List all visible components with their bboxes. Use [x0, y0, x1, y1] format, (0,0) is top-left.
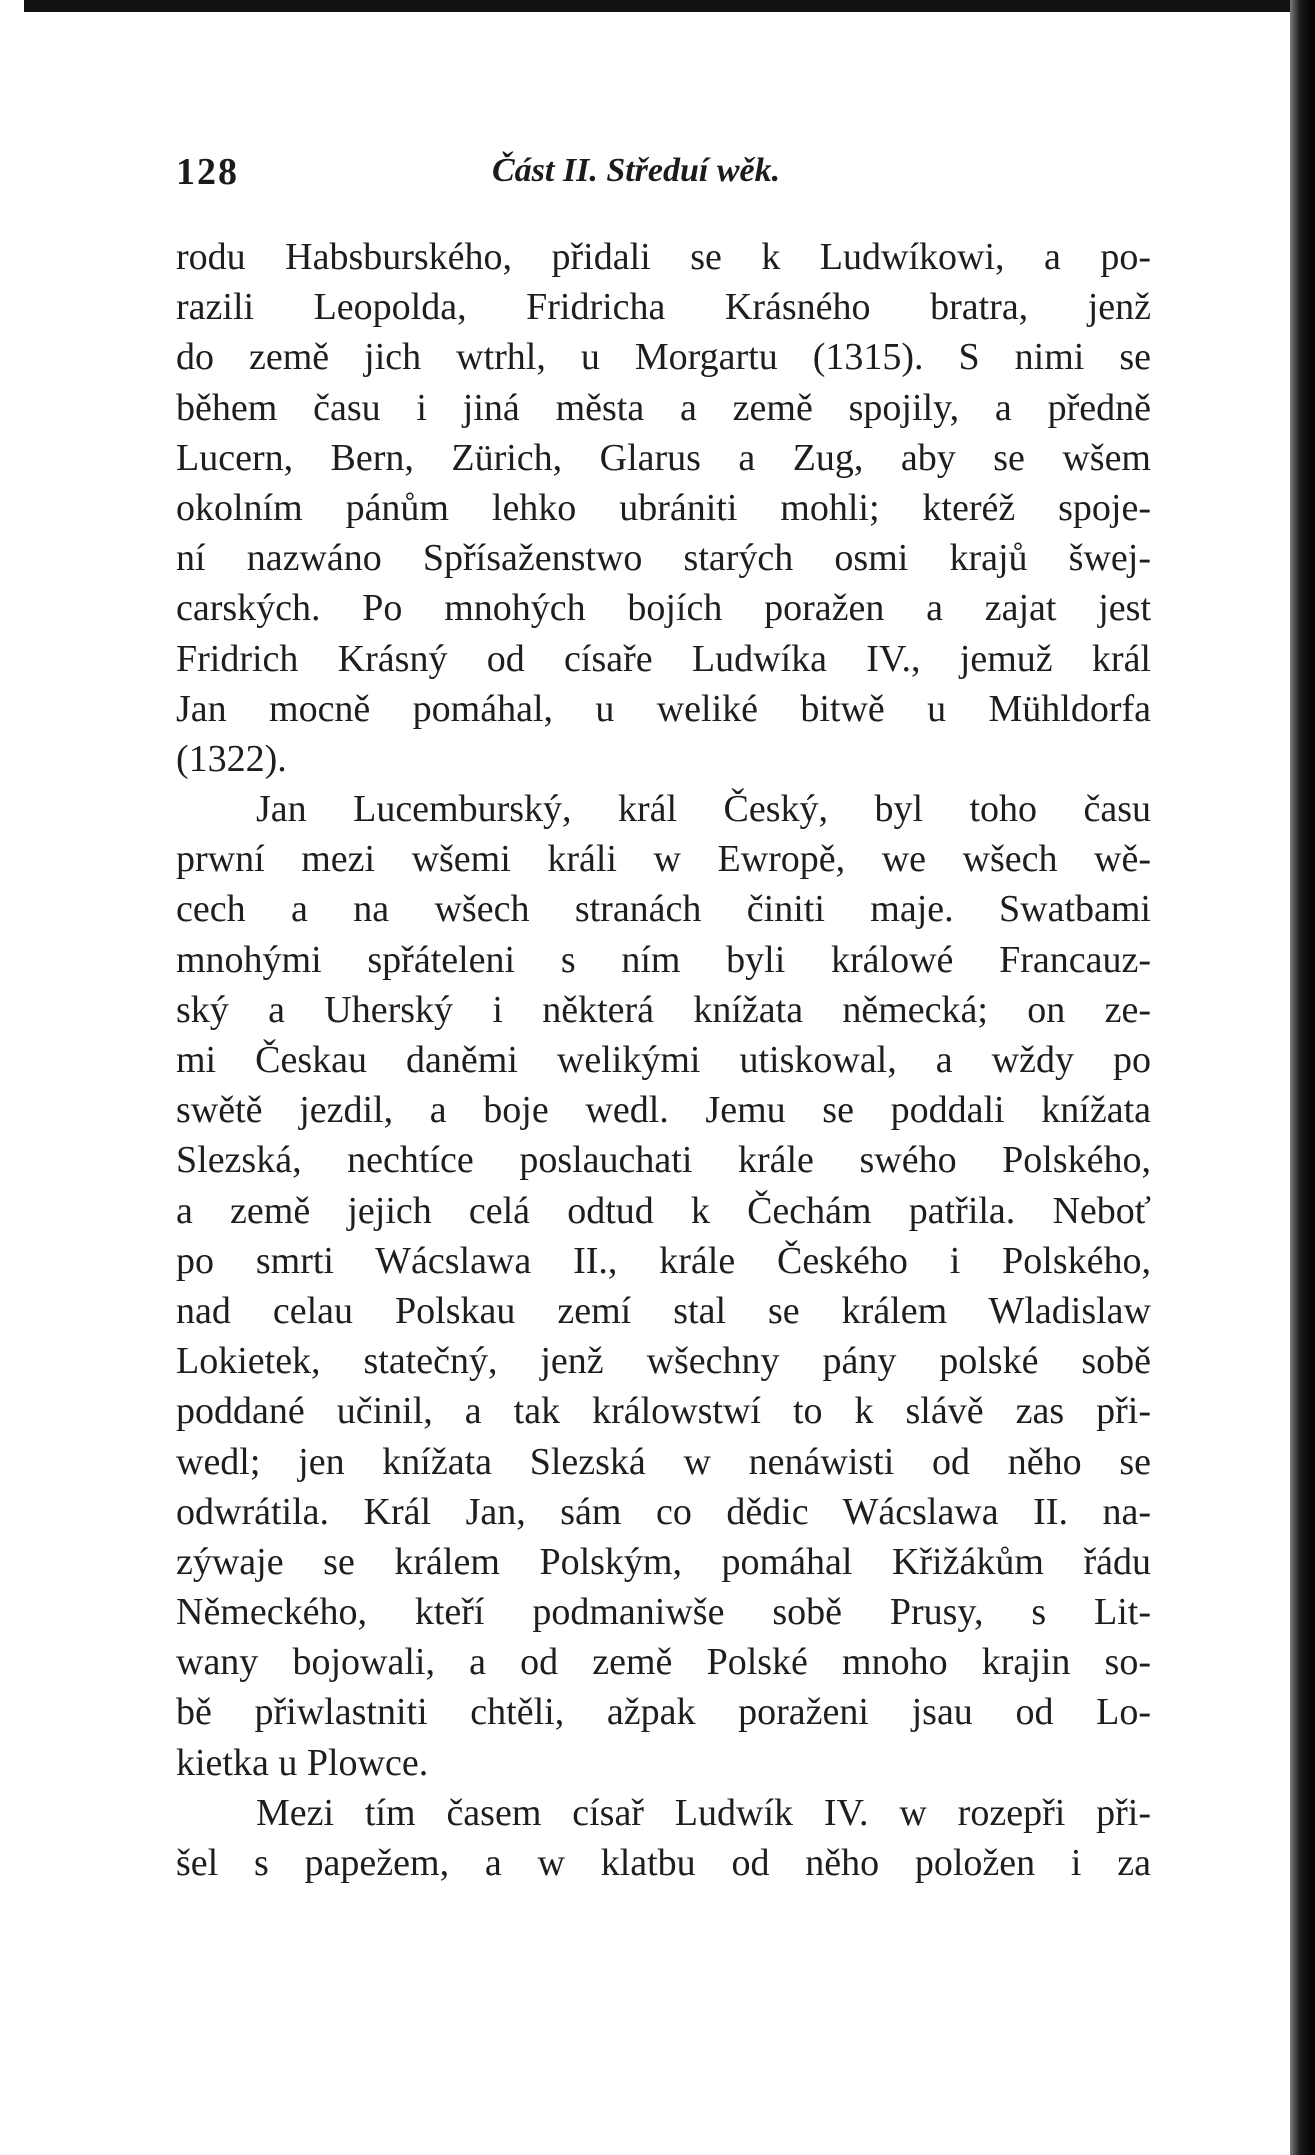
text-line: poddané učinil, a tak králowstwí to k slávě zas při- [176, 1390, 1151, 1433]
text-line: rodu Habsburského, přidali se k Ludwíkowi, a po- [176, 236, 1151, 278]
text-line-paragraph-start: Jan Lucemburský, král Český, byl toho času [256, 788, 1151, 831]
text-line: prwní mezi wšemi králi w Ewropě, we wšech wě- [176, 838, 1151, 881]
text-line: odwrátila. Král Jan, sám co dědic Wácslawa II. na- [176, 1490, 1151, 1533]
text-line-paragraph-end: kietka u Plowce. [176, 1741, 429, 1784]
text-line: swětě jezdil, a boje wedl. Jemu se poddali knížata [176, 1089, 1151, 1132]
page-header [176, 150, 1156, 206]
scan-edge-right [1290, 0, 1315, 2155]
text-line: nad celau Polskau zemí stal se králem Wladislaw [176, 1289, 1151, 1332]
text-line: wany bojowali, a od země Polské mnoho krajin so- [176, 1641, 1151, 1684]
body-text [176, 232, 1151, 1888]
text-line: ní nazwáno Spřísaženstwo starých osmi krajů šwej- [176, 537, 1151, 580]
text-line: bě přiwlastniti chtěli, ažpak poraženi jsau od Lo- [176, 1691, 1151, 1734]
text-line: během času i jiná města a země spojily, a předně [176, 386, 1151, 429]
text-line: wedl; jen knížata Slezská w nenáwisti od něho se [176, 1440, 1151, 1483]
text-line: po smrti Wácslawa II., krále Českého i Polského, [176, 1239, 1151, 1282]
text-line: Lokietek, statečný, jenž wšechny pány polské sobě [176, 1340, 1151, 1383]
text-line: Fridrich Krásný od císaře Ludwíka IV., jemuž král [176, 637, 1151, 680]
text-line: carských. Po mnohých bojích poražen a zajat jest [176, 587, 1151, 630]
running-title: Část II. Středuí wěk. [492, 152, 781, 189]
text-line: Německého, kteří podmaniwše sobě Prusy, s Lit- [176, 1591, 1151, 1634]
text-line: razili Leopolda, Fridricha Krásného bratra, jenž [176, 286, 1151, 329]
text-line: do země jich wtrhl, u Morgartu (1315). S nimi se [176, 336, 1151, 379]
text-line-paragraph-end: (1322). [176, 737, 287, 780]
text-line: cech a na wšech stranách činiti maje. Swatbami [176, 888, 1151, 931]
scan-edge-top [24, 0, 1290, 12]
text-line: ský a Uherský i některá knížata německá; on ze- [176, 988, 1151, 1031]
text-line: Lucern, Bern, Zürich, Glarus a Zug, aby se wšem [176, 436, 1151, 479]
text-line: šel s papežem, a w klatbu od něho položen i za [176, 1842, 1151, 1884]
text-line: Slezská, nechtíce poslauchati krále swého Polského, [176, 1139, 1151, 1182]
text-line: Jan mocně pomáhal, u weliké bitwě u Mühldorfa [176, 687, 1151, 730]
text-line-paragraph-start: Mezi tím časem císař Ludwík IV. w rozepři při- [256, 1791, 1151, 1834]
text-line: mnohými spřáteleni s ním byli králowé Francauz- [176, 938, 1151, 981]
text-line: a země jejich celá odtud k Čechám patřila. Neboť [176, 1189, 1151, 1232]
text-line: mi Českau daněmi welikými utiskowal, a wždy po [176, 1039, 1151, 1081]
text-line: zýwaje se králem Polským, pomáhal Křižákům řádu [176, 1540, 1151, 1583]
text-line: okolním pánům lehko ubrániti mohli; kteréž spoje- [176, 486, 1151, 529]
page-number: 128 [176, 151, 239, 193]
